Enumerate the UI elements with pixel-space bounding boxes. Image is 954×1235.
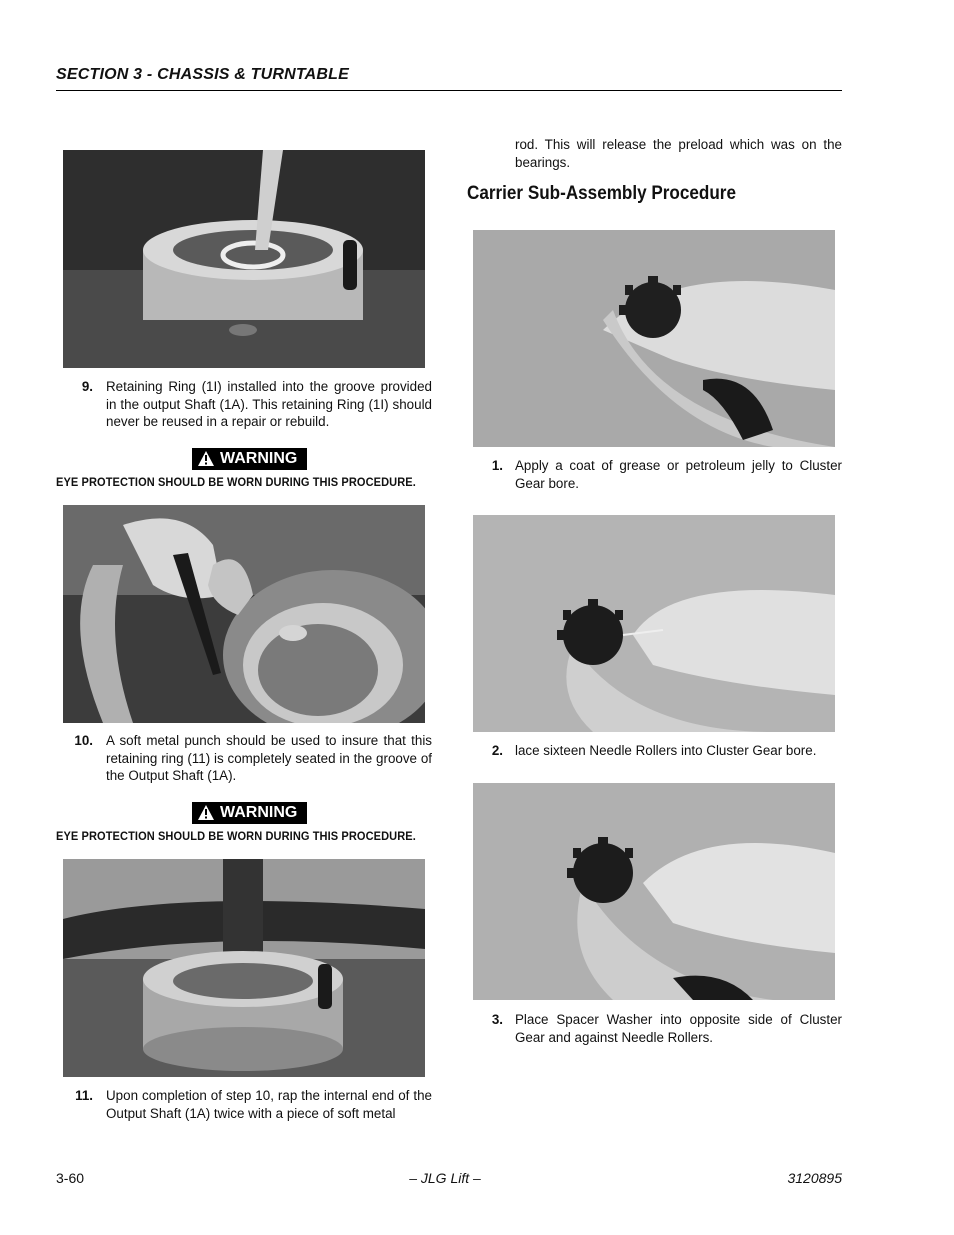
photo-needle-rollers <box>473 515 835 732</box>
step-2-text: lace sixteen Needle Rollers into Cluster Gear bore. <box>515 743 817 758</box>
photo-grease-cluster-gear <box>473 230 835 447</box>
photo-retaining-ring-install <box>63 150 425 368</box>
step-1-number: 1. <box>491 458 503 473</box>
photo-punch-seating-ring <box>63 505 425 723</box>
warning-label: WARNING <box>220 804 298 821</box>
warning-badge-2 <box>192 802 307 824</box>
warning-label: WARNING <box>220 450 298 467</box>
section-header: SECTION 3 - CHASSIS & TURNTABLE <box>56 66 350 83</box>
footer-brand: – JLG Lift – <box>409 1170 481 1186</box>
step-11-continued-text: rod. This will release the preload which was on the bearings. <box>515 137 842 170</box>
page-number: 3-60 <box>56 1170 85 1186</box>
step-2-number: 2. <box>491 743 503 758</box>
step-3-text: Place Spacer Washer into opposite side of Cluster Gear and against Needle Rollers. <box>515 1012 842 1045</box>
photo-rap-output-shaft <box>63 859 425 1077</box>
step-11-number: 11. <box>75 1088 93 1103</box>
carrier-sub-assembly-heading: Carrier Sub-Assembly Procedure <box>467 183 736 204</box>
warning-triangle-icon <box>198 805 214 827</box>
step-9-number: 9. <box>81 379 93 394</box>
warning-badge-1 <box>192 448 307 470</box>
photo-spacer-washer <box>473 783 835 1000</box>
warning-text-2: EYE PROTECTION SHOULD BE WORN DURING THIS PROCEDURE. <box>56 829 416 843</box>
document-number: 3120895 <box>787 1170 842 1186</box>
header-divider <box>56 90 842 91</box>
step-1-text: Apply a coat of grease or petroleum jelly to Cluster Gear bore. <box>515 458 842 491</box>
step-9-text: Retaining Ring (1I) installed into the groove provided in the output Shaft (1A). This retaining Ring (1I) should never be reused in a repair or rebuild. <box>106 379 432 429</box>
warning-text-1: EYE PROTECTION SHOULD BE WORN DURING THIS PROCEDURE. <box>56 475 416 489</box>
step-11-text: Upon completion of step 10, rap the internal end of the Output Shaft (1A) twice with a piece of soft metal <box>106 1088 432 1121</box>
step-10-number: 10. <box>74 733 93 748</box>
warning-triangle-icon <box>198 451 214 473</box>
step-10-text: A soft metal punch should be used to insure that this retaining ring (11) is completely seated in the groove of the Output Shaft (1A). <box>106 733 432 783</box>
step-3-number: 3. <box>491 1012 503 1027</box>
